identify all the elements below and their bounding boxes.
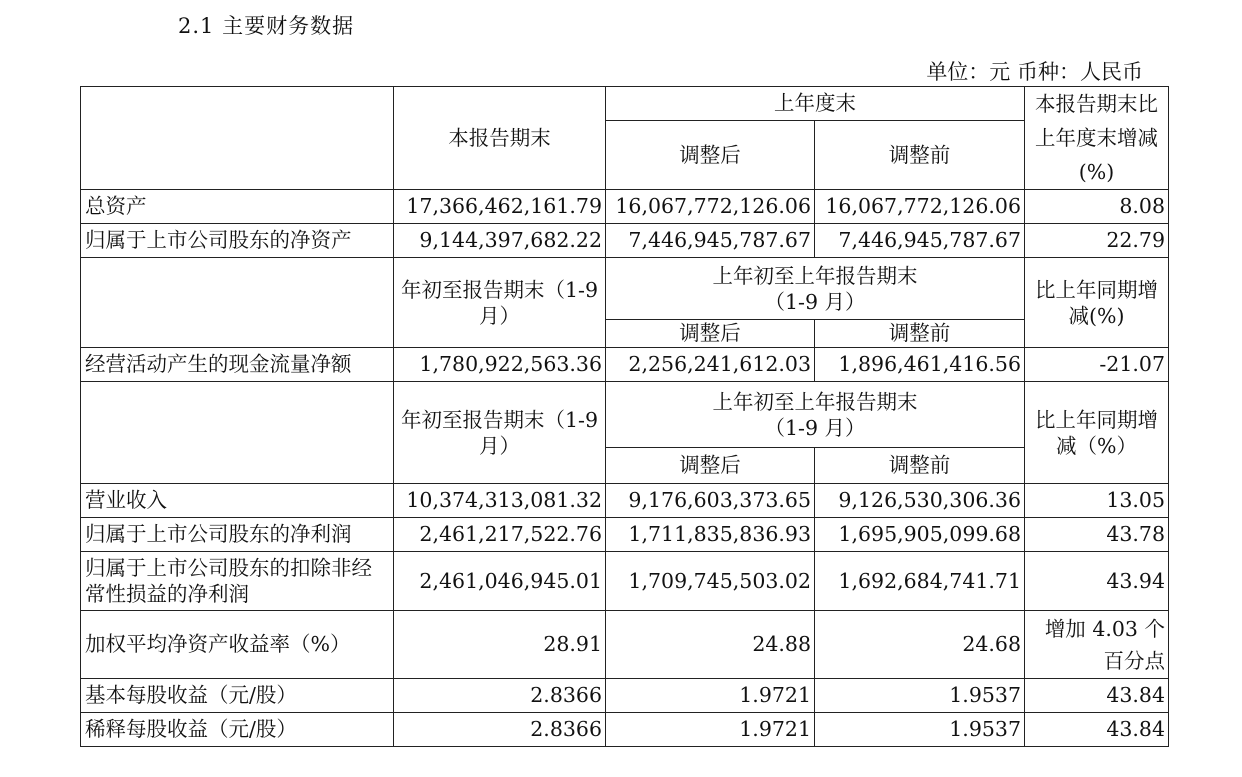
row-change: 43.84 [1025,713,1169,747]
row-adjusted: 1.9721 [606,713,815,747]
header-before-adjustment: 调整前 [815,448,1025,484]
header-prior-ytd-label: 上年初至上年报告期末 [712,263,918,288]
row-label: 营业收入 [81,484,394,518]
row-adjusted: 1.9721 [606,679,815,713]
header-adjusted: 调整后 [606,320,815,348]
row-adjusted: 1,711,835,836.93 [606,518,815,552]
row-change: 增加 4.03 个百分点 [1025,611,1169,679]
header-empty-cell [81,258,394,348]
row-current: 2,461,046,945.01 [394,552,606,611]
table-row [81,518,1169,552]
row-adjusted: 9,176,603,373.65 [606,484,815,518]
row-before: 9,126,530,306.36 [815,484,1025,518]
row-current: 10,374,313,081.32 [394,484,606,518]
row-before: 1,692,684,741.71 [815,552,1025,611]
header-prior-ytd-period: （1-9 月） [764,289,866,314]
row-before: 7,446,945,787.67 [815,224,1025,258]
table-row [81,713,1169,747]
table-row [81,348,1169,382]
row-change: 8.08 [1025,190,1169,224]
table-row [81,552,1169,611]
row-current: 17,366,462,161.79 [394,190,606,224]
header-change-vs-last-year-end: 本报告期末比上年度末增减(%) [1025,87,1169,190]
header-adjusted: 调整后 [606,448,815,484]
row-current: 1,780,922,563.36 [394,348,606,382]
table-row [81,224,1169,258]
row-before: 1,896,461,416.56 [815,348,1025,382]
header-prior-ytd [606,382,1025,448]
table-row [81,190,1169,224]
header-adjusted: 调整后 [606,121,815,190]
header-before-adjustment: 调整前 [815,320,1025,348]
header-empty-cell [81,382,394,484]
row-before: 16,067,772,126.06 [815,190,1025,224]
row-label: 总资产 [81,190,394,224]
table-row [81,484,1169,518]
header-prior-ytd-period: （1-9 月） [764,415,866,440]
row-change: 43.94 [1025,552,1169,611]
table-row [81,679,1169,713]
row-label: 稀释每股收益（元/股） [81,713,394,747]
row-label: 归属于上市公司股东的扣除非经常性损益的净利润 [81,552,394,611]
row-adjusted: 1,709,745,503.02 [606,552,815,611]
row-current: 28.91 [394,611,606,679]
header-last-year-end: 上年度末 [606,87,1025,121]
row-change: -21.07 [1025,348,1169,382]
unit-currency-note: 单位：元 币种：人民币 [926,60,1143,84]
header-change-vs-prior-ytd: 比上年同期增减（%） [1025,382,1169,484]
row-adjusted: 2,256,241,612.03 [606,348,815,382]
header-prior-ytd-label: 上年初至上年报告期末 [712,389,918,414]
header-current-period-end: 本报告期末 [394,87,606,190]
header-change-vs-prior-ytd: 比上年同期增减(%) [1025,258,1169,348]
row-current: 2,461,217,522.76 [394,518,606,552]
section-title: 2.1 主要财务数据 [178,14,355,38]
row-current: 9,144,397,682.22 [394,224,606,258]
row-label: 归属于上市公司股东的净资产 [81,224,394,258]
row-current: 2.8366 [394,679,606,713]
header-prior-ytd [606,258,1025,320]
row-before: 1.9537 [815,679,1025,713]
row-current: 2.8366 [394,713,606,747]
header-ytd-current: 年初至报告期末（1-9月） [394,258,606,348]
row-before: 1.9537 [815,713,1025,747]
row-label: 经营活动产生的现金流量净额 [81,348,394,382]
row-before: 1,695,905,099.68 [815,518,1025,552]
row-adjusted: 16,067,772,126.06 [606,190,815,224]
row-change: 13.05 [1025,484,1169,518]
row-label: 基本每股收益（元/股） [81,679,394,713]
row-label: 加权平均净资产收益率（%） [81,611,394,679]
header-ytd-current: 年初至报告期末（1-9 月） [394,382,606,484]
row-change: 43.78 [1025,518,1169,552]
row-before: 24.68 [815,611,1025,679]
row-label: 归属于上市公司股东的净利润 [81,518,394,552]
row-adjusted: 7,446,945,787.67 [606,224,815,258]
row-adjusted: 24.88 [606,611,815,679]
header-before-adjustment: 调整前 [815,121,1025,190]
financial-data-table [80,86,1169,747]
row-change: 22.79 [1025,224,1169,258]
row-change: 43.84 [1025,679,1169,713]
header-empty-cell [81,87,394,190]
table-row [81,611,1169,679]
